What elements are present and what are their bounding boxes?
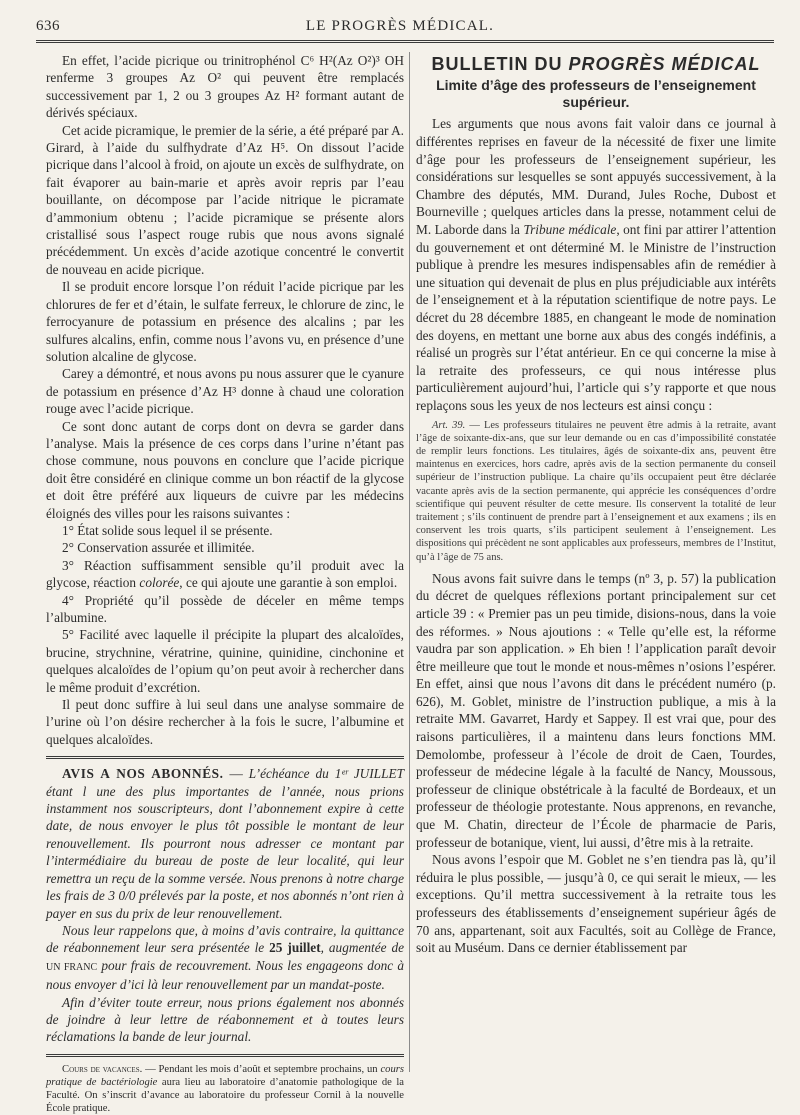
news-text: aura lieu au laboratoire d’anatomie pathologique de la Faculté. On s’inscrit d’avance au laboratoire du professeur Cornil à la nouvelle École pratique.	[46, 1076, 404, 1114]
paragraph: En effet, l’acide picrique ou trinitrophénol C⁶ H²(Az O²)³ OH renferme 3 groupes Az O² qui peuvent être remplacés successivement par 1, 2 ou 3 groupes Az H² formant autant de dérivés spéciaux.	[46, 53, 404, 121]
notice-text: L’échéance du 1ᵉʳ JUILLET étant l une des plus importantes de l’année, nous prions instamment nos souscripteurs, dont l’abonnement expire à cette date, de nous envoyer le plus tôt possible le montant de leur renouvellement. Ils pourront nous adresser ce montant par l’intermédiaire du bureau de poste de leur localité, qui leur remettra un reçu de la somme versée. Nous prenons à notre charge les frais de 3 0/0 prélevés par la poste, et nos abonnés n’ont rien à payer en sus du prix de leur renouvellement.	[46, 766, 404, 921]
section-heading	[416, 56, 776, 73]
paragraph: Ce sont donc autant de corps dont on devra se garder dans l’analyse. Mais la présence de ces corps dans l’urine n’étant pas chose commune, nous pouvons en conclure que l’acide picrique doit être considéré en clinique comme un bon réactif de la glycose et doit être préféré aux liqueurs de cuivre par les médecins éloignés des villes pour les raisons suivantes :	[46, 418, 404, 521]
quoted-article	[416, 419, 776, 564]
right-column	[416, 52, 776, 957]
page-number: 636	[36, 18, 60, 34]
notice-dash: —	[223, 766, 249, 782]
news-text: — Pendant les mois d’août et septembre prochains, un	[142, 1063, 381, 1075]
list-item: 2° Conservation assurée et illimitée.	[62, 540, 255, 556]
news-item	[46, 1063, 404, 1115]
paragraph: Il peut donc suffire à lui seul dans une analyse sommaire de l’urine où l’on désire rechercher à la fois le sucre, l’albumine et quelques alcaloïdes.	[46, 697, 404, 747]
column-divider	[409, 52, 410, 1072]
notice-paragraph	[46, 765, 404, 922]
notice-text: pour frais de recouvrement. Nous les engageons donc à nous envoyer d’ici là leur renouvellement par un mandat-poste.	[46, 957, 404, 993]
notice-text: , augmentée de	[320, 940, 404, 956]
news-emphasis: cours pratique de bactériologie	[46, 1063, 404, 1088]
notice-paragraph: Afin d’éviter toute erreur, nous prions également nos abonnés de joindre à leur lettre de réabonnement et à toutes leurs réclamations la bande de leur journal.	[46, 994, 404, 1045]
notice-fee: UN FRANC	[46, 961, 98, 973]
header-rule	[36, 40, 774, 43]
heading-text: BULLETIN DU	[431, 54, 569, 74]
page-header	[0, 0, 800, 46]
paragraph-emphasis: Tribune médicale	[523, 221, 617, 237]
paragraph: Cet acide picramique, le premier de la série, a été préparé par A. Girard, à l’aide du sulfhydrate d’Az H⁵. On dissout l’acide picrique dans l’alcool à froid, on ajoute un excès de sulfhydrate, on fait évaporer au bain-marie et après avoir repris par l’eau bouillante, on décompose par l’acide nitrique le picramate d’ammonium obtenu ; l’acide picramique se présente alors cristallisé sous l’aspect rouge rubis que nous avons signalé précédemment. Un excès d’acide azotique concentré le convertit de nouveau en acide picrique.	[46, 122, 404, 277]
list-item: 1° État solide sous lequel il se présente.	[62, 522, 273, 538]
section-divider	[46, 756, 404, 759]
heading-emphasis: PROGRÈS MÉDICAL	[568, 54, 761, 74]
notice-text: Nous leur rappelons que, à moins d’avis contraire, la quittance de réabonnement leur sera présentée le	[46, 922, 404, 956]
section-divider	[46, 1054, 404, 1057]
list-item	[46, 557, 404, 592]
notice-date: 25 juillet	[269, 940, 321, 956]
paragraph: Nous avons l’espoir que M. Goblet ne s’en tiendra pas là, qu’il réduira le plus possible, — jusqu’à 0, ce qui serait le mieux, — les exceptions. Qu’il mettra successivement à la retraite tous les professeurs des établissements d’enseignement supérieur âgés de 70 ans, appartenant, soit aux Facultés, soit au Collège de France, soit au Muséum. Dans ce dernier établissement par	[416, 852, 776, 956]
notice-paragraph	[46, 922, 404, 994]
running-title: LE PROGRÈS MÉDICAL.	[305, 18, 495, 34]
paragraph: Il se produit encore lorsque l’on réduit l’acide picrique par les chlorures de fer et d’étain, le sulfate ferreux, le chlorure de zinc, le ferrocyanure de potassium en présence des alcalins ; par les sulfures alcalins, enfin, comme nous l’avons vu, en présence d’une solution alcaline de glycose.	[46, 279, 404, 364]
news-label: Cours de vacances.	[62, 1063, 143, 1075]
paragraph: Nous avons fait suivre dans le temps (nº 3, p. 57) la publication du décret de quelques réflexions portant principalement sur cet article 39 : « Premier pas un peu timide, disions-nous, dans la voie des réformes. » Nous ajoutions : « Telle qu’elle est, la réforme vaudra par son application. » Eh bien ! l’application paraît devoir être meilleure que tout le monde et nous-mêmes n’osions l’espérer. En effet, ainsi que nous l’avons dit dans le précédent numéro (p. 626), M. Goblet, ministre de l’instruction publique, a mis à la retraite MM. Gavarret, Hardy et Sappey. Il est vrai que, pour des raisons particulières, il a maintenu dans leurs fonctions MM. Demolombe, professeur à l’école de droit de Caen, Tourdes, professeur de médecine légale à la faculté de Nancy, Moussous, professeur de clinique obstétricale à la faculté de Bordeaux, et un professeur de théologie protestante. Nous apprenons, en revanche, que M. Chatin, directeur de l’École de pharmacie de Paris, professeur de botanique, vient, lui aussi, d’être mis à la retraite.	[416, 570, 776, 850]
paragraph-text: Les arguments que nous avons fait valoir dans ce journal à différentes reprises en faveur de la nécessité de fixer une limite d’âge pour les professeurs de l’enseignement supérieur, les considérations sur lesquelles se sont appuyés successivement, à la Chambre des députés, MM. Durand, Jules Roche, Dubost et Bourneville ; quelques articles dans la presse, notamment celui de M. Laborde dans la	[416, 116, 776, 237]
notice-title: AVIS A NOS ABONNÉS.	[62, 766, 224, 782]
paragraph-text: , ont fini par attirer l’attention du gouvernement et ont déterminé M. le Ministre de l’instruction publique à prendre les mesures indispensables afin de remédier à une situation qui devenait de plus en plus préjudiciable aux intérêts de l’enseignement et à la réputation scientifique de notre pays. Le décret du 28 décembre 1885, en changeant le mode de nomination des doyens, en mettant une borne aux abus des congés indéfinis, a réalisé un progrès sur l’état antérieur. En ce qui concerne la mise à la retraite des professeurs, ce qui nous intéresse plus particulièrement aujourd’hui, l’article qui s’y rapporte et que nous replaçons sous les yeux de nos lecteurs est ainsi conçu :	[416, 221, 776, 413]
list-text: 3° Réaction suffisamment sensible qu’il produit avec la glycose, réaction	[46, 557, 404, 591]
article-label: Art. 39.	[432, 419, 466, 431]
article-subtitle: Limite d’âge des professeurs de l’enseignement supérieur.	[436, 77, 756, 111]
list-item: 5° Facilité avec laquelle il précipite la plupart des alcaloïdes, brucine, strychnine, vératrine, quinine, quinidine, cinchonine et quelques alcaloïdes de l’opium qu’on peut avoir à rechercher dans le même produit d’excrétion.	[46, 627, 404, 695]
list-text: , ce qui ajoute une garantie à son emploi.	[179, 575, 398, 591]
article-text: — Les professeurs titulaires ne peuvent être admis à la retraite, avant l’âge de soixante-dix-ans, que sur leur demande ou en cas d’impossibilité constatée de remplir leurs fonctions. Les titulaires, âgés de soixante-dix ans, peuvent être maintenus en exercices, hors cadre, après avis de la section permanente du conseil supérieur de l’instruction publique. La chaire qu’ils occupaient peut être déclarée vacante après avis de la section permanente, qui apprécie les conséquences d’ordre scientifique qui peuvent résulter de cette mesure. Ils conservent la totalité de leur traitement ; s’ils continuent de prendre part à l’enseignement et aux examens ; ils en conservent les trois quarts, s’ils participent seulement à l’enseignement. Les dispositions qui précèdent ne sont applicables aux professeurs, membres de l’Institut, qu’à l’âge de 75 ans.	[416, 419, 777, 563]
list-emphasis: colorée	[139, 575, 180, 591]
list-item: 4° Propriété qu’il possède de déceler en même temps l’albumine.	[46, 592, 404, 625]
left-column	[46, 52, 404, 1115]
paragraph	[416, 115, 776, 414]
paragraph: Carey a démontré, et nous avons pu nous assurer que le cyanure de potassium en présence d’Az H³ donne à chaud une coloration rouge avec l’acide picrique.	[46, 366, 404, 417]
